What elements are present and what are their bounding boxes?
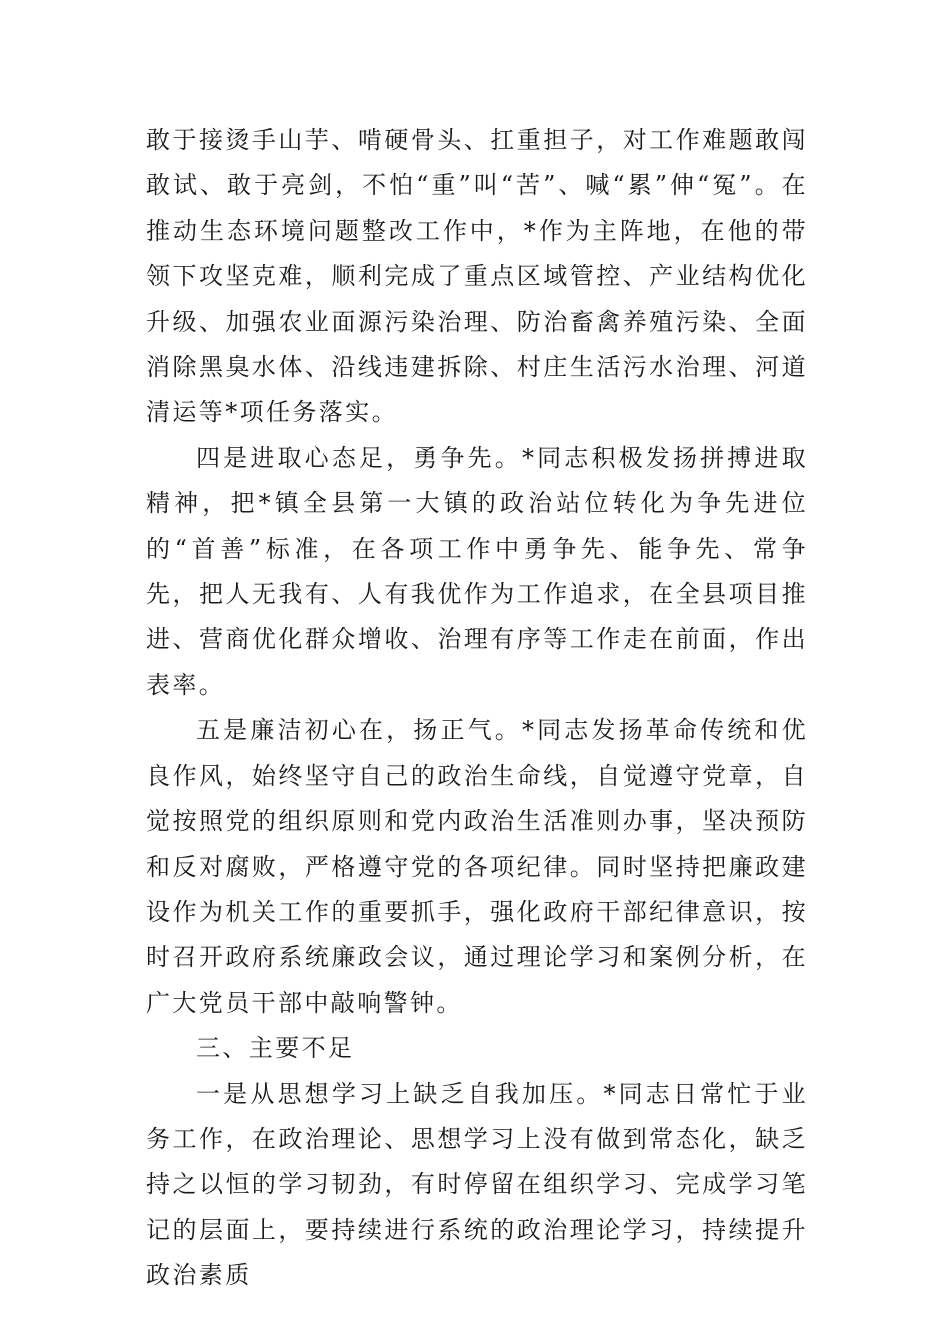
section-heading: 三、主要不足 — [196, 1034, 355, 1063]
paragraph-point-four: 四是进取心态足，勇争先。*同志积极发扬拼搏进取精神，把*镇全县第一大镇的政治站位转化为争先进位的“首善”标准，在各项工作中勇争先、能争先、常争先，把人无我有、人有我优作为工作追求，在全县项目推进、营商优化群众增收、治理有序等工作走在前面，作出表率。 — [146, 443, 808, 699]
paragraph-point-five: 五是廉洁初心在，扬正气。*同志发扬革命传统和优良作风，始终坚守自己的政治生命线，自觉遵守党章，自觉按照党的组织原则和党内政治生活准则办事，坚决预防和反对腐败，严格遵守党的各项纪律。同时坚持把廉政建设作为机关工作的重要抓手，强化政府干部纪律意识，按时召开政府系统廉政会议，通过理论学习和案例分析，在广大党员干部中敲响警钟。 — [146, 716, 808, 1017]
document-body — [146, 118, 808, 1299]
paragraph-shortcoming-one: 一是从思想学习上缺乏自我加压。*同志日常忙于业务工作，在政治理论、思想学习上没有做到常态化，缺乏持之以恒的学习韧劲，有时停留在组织学习、完成学习笔记的层面上，要持续进行系统的政治理论学习，持续提升政治素质 — [146, 1079, 808, 1290]
paragraph-continuation: 敢于接烫手山芋、啃硬骨头、扛重担子，对工作难题敢闯敢试、敢于亮剑，不怕“重”叫“苦”、喊“累”伸“冤”。在推动生态环境问题整改工作中，*作为主阵地，在他的带领下攻坚克难，顺利完成了重点区域管控、产业结构优化升级、加强农业面源污染治理、防治畜禽养殖污染、全面消除黑臭水体、沿线违建拆除、村庄生活污水治理、河道清运等*项任务落实。 — [146, 126, 808, 427]
